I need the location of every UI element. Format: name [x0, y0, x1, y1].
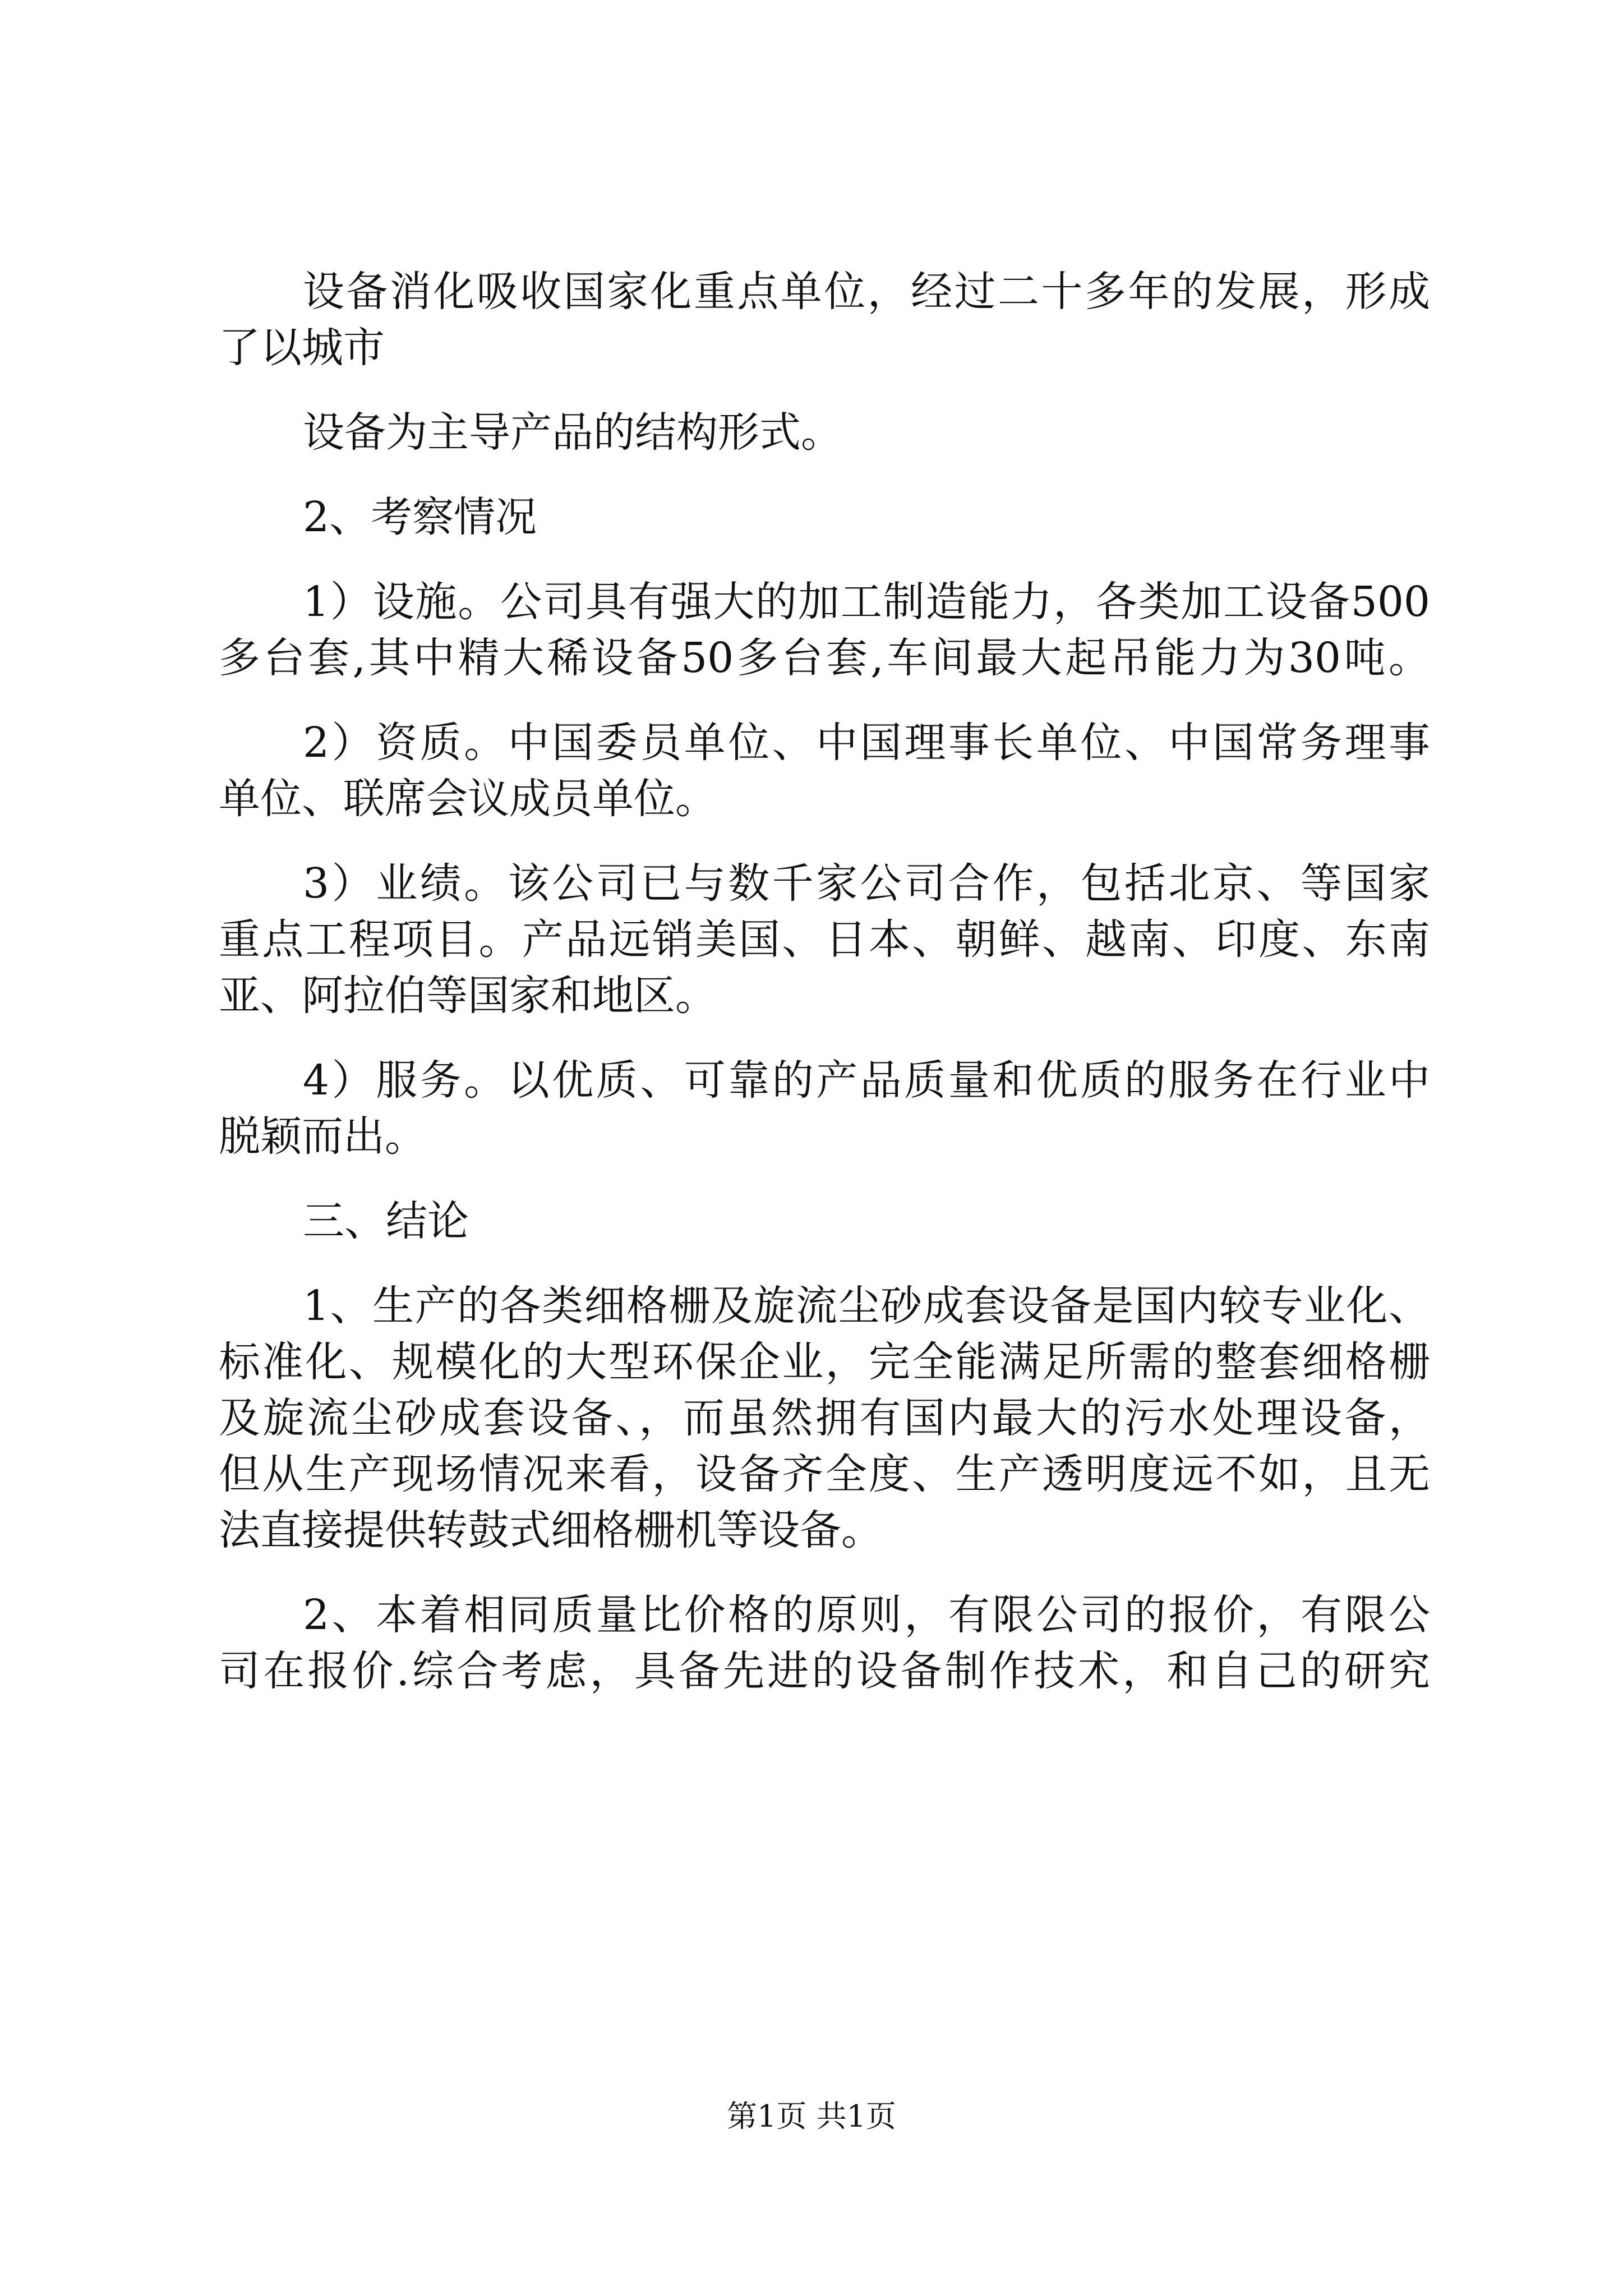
paragraph [219, 715, 1430, 827]
paragraph-line: 单位、联席会议成员单位。 [219, 775, 717, 823]
paragraph-line: 设备消化吸收国家化重点单位，经过二十多年的发展，形成 [303, 268, 1430, 316]
paragraph-line: 1、生产的各类细格栅及旋流尘砂成套设备是国内较专业化、 [303, 1282, 1430, 1330]
paragraph [219, 1587, 1430, 1699]
paragraph-line: 三、结论 [303, 1197, 469, 1245]
paragraph-line: 1）设施。公司具有强大的加工制造能力，各类加工设备500 [303, 578, 1430, 626]
paragraph-line: 2）资质。中国委员单位、中国理事长单位、中国常务理事 [303, 719, 1430, 767]
paragraph-line: 多台套,其中精大稀设备50多台套,车间最大起吊能力为30吨。 [219, 634, 1430, 682]
paragraph-line: 设备为主导产品的结构形式。 [303, 408, 842, 457]
paragraph-line: 3）业绩。该公司已与数千家公司合作，包括北京、等国家 [303, 859, 1430, 908]
paragraph-line: 及旋流尘砂成套设备、，而虽然拥有国内最大的污水处理设备， [219, 1394, 1430, 1442]
section-heading [219, 1193, 1430, 1249]
paragraph [219, 1052, 1430, 1165]
section-heading [219, 489, 1430, 545]
paragraph [219, 855, 1430, 1024]
paragraph-line: 重点工程项目。产品远销美国、日本、朝鲜、越南、印度、东南 [219, 915, 1430, 964]
document-body [219, 264, 1430, 1728]
paragraph-line: 2、考察情况 [303, 493, 537, 541]
paragraph [219, 1278, 1430, 1558]
paragraph-line: 司在报价.综合考虑，具备先进的设备制作技术，和自己的研究 [219, 1647, 1430, 1695]
paragraph-line: 法直接提供转鼓式细格栅机等设备。 [219, 1506, 883, 1554]
page-number-footer: 第1页 共1页 [727, 2099, 896, 2134]
paragraph [219, 264, 1430, 376]
paragraph-line: 脱颖而出。 [219, 1112, 426, 1161]
paragraph-line: 但从生产现场情况来看，设备齐全度、生产透明度远不如，且无 [219, 1450, 1430, 1498]
paragraph [219, 404, 1430, 461]
paragraph-line: 标准化、规模化的大型环保企业，完全能满足所需的整套细格栅 [219, 1338, 1430, 1386]
paragraph-line: 亚、阿拉伯等国家和地区。 [219, 972, 717, 1020]
paragraph-line: 4）服务。以优质、可靠的产品质量和优质的服务在行业中 [303, 1056, 1430, 1105]
paragraph-line: 2、本着相同质量比价格的原则，有限公司的报价，有限公 [303, 1591, 1430, 1639]
paragraph-line: 了以城市 [219, 324, 385, 372]
paragraph [219, 574, 1430, 686]
